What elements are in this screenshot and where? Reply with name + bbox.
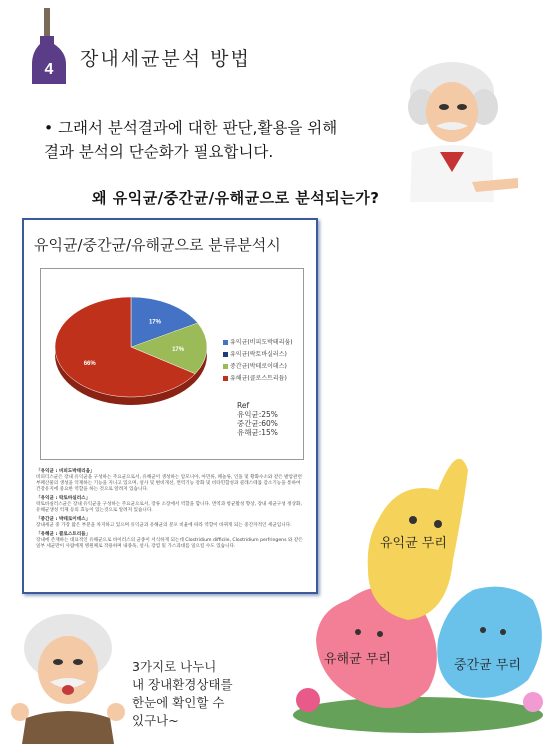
- ref-title: Ref: [237, 401, 250, 410]
- intro-text: [44, 116, 364, 164]
- reference-block: [237, 401, 278, 437]
- intro-line-1: • 그래서 분석결과에 대한 판단,활용을 위해: [44, 119, 338, 137]
- note-heading: 「중간균 : 박테로이데스」: [36, 517, 91, 522]
- notes-block: [36, 466, 306, 550]
- badge-number: 4: [44, 61, 54, 78]
- ref-line: 유익균:25%: [237, 410, 278, 419]
- harmful-group-label: 유해균 무리: [324, 652, 391, 667]
- professor-character-bottom-icon: [6, 608, 130, 744]
- legend-item: [223, 361, 287, 370]
- legend-swatch: [223, 364, 228, 369]
- legend-swatch: [223, 340, 228, 345]
- note-body: 비피더스균은 장내 유익균을 구성하는 주요균으로서, 유해균이 생성하는 암모니아, 아민류, 페놀류, 인돌 및 황화수소와 같은 발암관련 부패산물의 생성을 억제하는 기능을 지니고 있으며, 설사 및 변비개선, 면역기능 강화 및 비타민합성과 콜레스테롤 감소기능을 통하여 건강유지에 중요한 역할을 하는 것으로 알려져 있습니다.: [36, 475, 302, 492]
- legend-swatch: [223, 352, 228, 357]
- note-body: 락토바실러스균은 장내 유익균을 구성하는 주요균으로서, 장류 소장에서 역할을 합니다. 면역과 항균활성 향상, 장내 세균구성 정상화, 유해균생성 억제 등의 효능이 있는것으로 알려져 있습니다.: [36, 502, 302, 513]
- neutral-group-label: 중간균 무리: [454, 658, 521, 673]
- legend-label: 유익균(비피도박테리움): [230, 339, 293, 346]
- legend-swatch: [223, 376, 228, 381]
- bacteria-illustration: [288, 440, 556, 740]
- speech-line: 있구나~: [132, 713, 179, 728]
- legend-label: 중간균(박테로이데스): [230, 363, 287, 370]
- legend-item: [223, 373, 287, 382]
- report-card: [22, 218, 318, 594]
- beneficial-group-label: 유익균 무리: [380, 536, 447, 551]
- note-heading: 「유익균 : 락토바실러스」: [36, 496, 91, 501]
- legend-label: 유익균(락토바실러스): [230, 351, 287, 358]
- pie-data-label: 17%: [172, 346, 185, 353]
- pie-data-label: 66%: [83, 360, 96, 367]
- bottle-number-badge-icon: [28, 8, 70, 86]
- speech-line: 한눈에 확인할 수: [132, 695, 225, 710]
- note-body: 장내에 존재하는 대표적인 유해균으로 바이러스의 균종이 서식하게 되는데 Clostridium difficile, Clostridium perfringens 와 같은 일부 세균만이 사람에게 병원체로 작용하며 내종독, 설사, 장염 및 가스과대를 일으킬 수도 있습니다.: [36, 538, 303, 549]
- note-heading: 「유해균 : 클로스트리듐」: [36, 532, 91, 537]
- note-body: 장내세균 중 가장 많은 부분을 차지하고 있으며 유익균과 유해균의 분포 비율에 따라 역할이 바뀌게 되는 중간자적인 세균입니다.: [36, 523, 292, 528]
- note-heading: 「유익균 : 비피도박테리움」: [36, 469, 95, 474]
- question-heading: 왜 유익균/중간균/유해균으로 분석되는가?: [92, 189, 380, 207]
- legend-item: [223, 349, 287, 358]
- ref-line: 중간균:60%: [237, 419, 278, 428]
- report-title: 유익균/중간균/유해균으로 분류분석시: [34, 236, 281, 254]
- pie-chart-panel: [40, 268, 304, 460]
- intro-line-2: 결과 분석의 단순화가 필요합니다.: [44, 143, 274, 161]
- legend-item: [223, 337, 293, 346]
- neutral-blob-icon: [437, 587, 542, 698]
- professor-character-top-icon: [372, 52, 522, 202]
- speech-line: 내 장내환경상태를: [132, 677, 233, 692]
- speech-line: 3가지로 나누니: [132, 659, 217, 674]
- section-title: 장내세균분석 방법: [80, 48, 251, 70]
- pie-data-label: 17%: [148, 319, 161, 326]
- speech-text: [132, 658, 233, 730]
- legend-label: 유해균(클로스트리듐): [230, 375, 287, 382]
- ref-line: 유해균:15%: [237, 428, 278, 437]
